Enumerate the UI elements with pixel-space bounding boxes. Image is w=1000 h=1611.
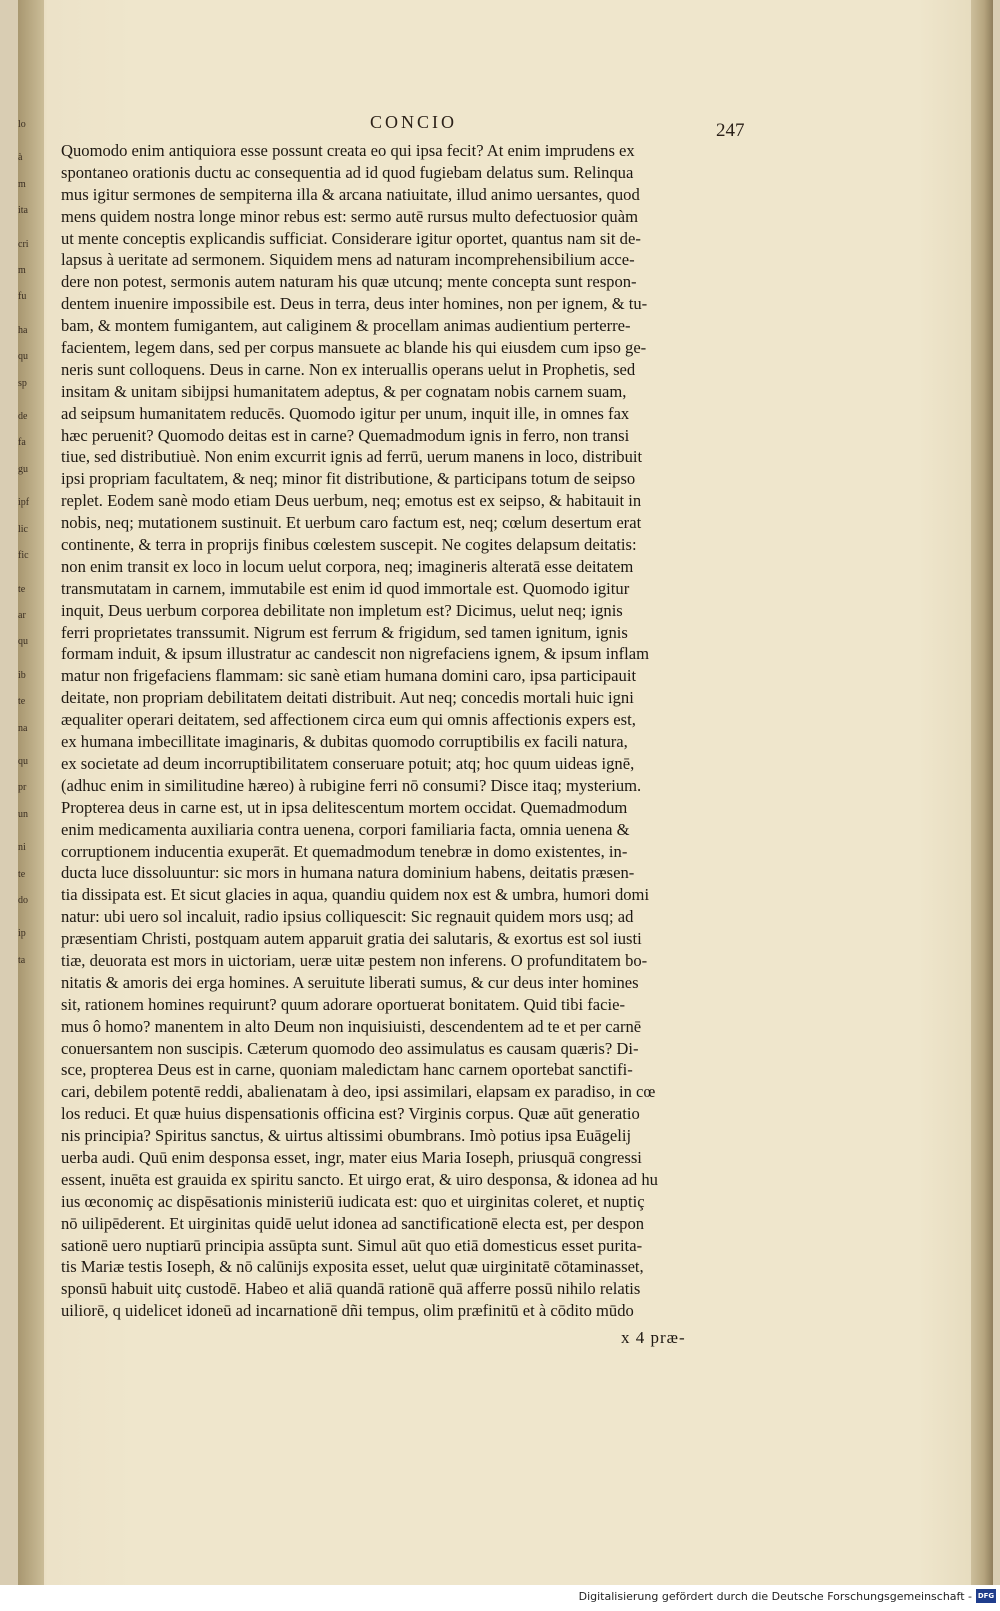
margin-fragment: à	[18, 152, 23, 164]
text-line: replet. Eodem sanè modo etiam Deus uerbum, neq; emotus est ex seipso, & habitauit in	[61, 491, 642, 511]
margin-fragment: ita	[18, 205, 28, 217]
page-edge	[971, 0, 993, 1585]
margin-fragment: ni	[18, 842, 26, 854]
text-line: deitate, non propriam debilitatem deitati distribuit. Aut neq; concedis mortali huic igni	[61, 688, 634, 708]
text-line: nobis, neq; mutationem sustinuit. Et uerbum caro factum est, neq; cœlum desertum erat	[61, 513, 642, 533]
text-line: tiue, sed distributiuè. Non enim excurrit ignis ad ferrū, uerum manens in loco, distribuit	[61, 447, 643, 467]
margin-fragment: qu	[18, 755, 28, 767]
text-line: sit, rationem homines requirunt? quum adorare oportuerat bonitatem. Quid tibi facie-	[61, 994, 626, 1014]
facing-page-fragments	[18, 118, 44, 980]
margin-fragment: ipf	[18, 497, 30, 509]
text-line: dere non potest, sermonis autem naturam his quæ utcunq; mente concepta sunt respon-	[61, 272, 637, 292]
margin-fragment: ip	[18, 928, 26, 940]
book-page	[18, 0, 993, 1585]
text-line: bam, & montem fumigantem, aut caliginem & procellam animas audientium perterre-	[61, 316, 631, 336]
text-line: sationē uero nuptiarū principia assūpta sunt. Simul aūt quo etiā domesticus esset purita-	[61, 1235, 643, 1255]
margin-fragment: ta	[18, 954, 26, 966]
margin-fragment: ha	[18, 324, 28, 336]
text-line: corruptionem inducentia exuperāt. Et quemadmodum tenebræ in domo existentes, in-	[61, 841, 628, 861]
text-line: continente, & terra in proprijs finibus cœlestem suscepit. Ne cogites delapsum deitatis:	[61, 535, 637, 555]
text-line: enim medicamenta auxiliaria contra uenena, corpori familiaria facta, omnia uenena &	[61, 819, 630, 839]
text-line: ut mente conceptis explicandis sufficiat. Considerare igitur oportet, quantus nam sit de-	[61, 228, 641, 248]
text-line: inquit, Deus uerbum corporea debilitate non impletum est? Dicimus, uelut neq; ignis	[61, 600, 623, 620]
margin-fragment: qu	[18, 351, 28, 363]
text-line: ex societate ad deum incorruptibilitatem conseruare potuit; atq; hoc quum uideas ignē,	[61, 753, 635, 773]
margin-fragment: cri	[18, 238, 29, 250]
text-line: essent, inuēta est grauida ex spiritu sancto. Et uirgo erat, & uiro desponsa, & idonea ad hu	[61, 1169, 658, 1189]
margin-fragment: te	[18, 868, 26, 880]
margin-fragment: sp	[18, 377, 27, 389]
margin-fragment: fa	[18, 437, 26, 449]
text-line: non enim transit ex loco in locum uelut corpora, neq; imagineris alteratā esse deitatem	[61, 556, 634, 576]
margin-fragment: fu	[18, 291, 27, 303]
text-line: lapsus à ueritate ad sermonem. Siquidem mens ad naturam incomprehensibilium acce-	[61, 250, 635, 270]
text-line: mus ô homo? manentem in alto Deum non inquisiuisti, descendentem ad te et per carnē	[61, 1016, 642, 1036]
margin-fragment: lo	[18, 119, 26, 130]
digitization-footer	[0, 1585, 1000, 1611]
margin-fragment: do	[18, 894, 28, 906]
text-line: nis principia? Spiritus sanctus, & uirtus altissimi obumbrans. Imò potius ipsa Euāgelij	[61, 1126, 632, 1146]
page-number: 247	[716, 120, 745, 141]
text-line: mens quidem nostra longe minor rebus est: sermo autē rursus multo defectuosior quàm	[61, 206, 638, 226]
funding-notice: Digitalisierung gefördert durch die Deutsche Forschungsgemeinschaft -	[578, 1590, 972, 1603]
text-line: nō uilipēderent. Et uirginitas quidē uelut idonea ad sanctificationē electa est, per despon	[61, 1213, 645, 1233]
margin-fragment: fic	[18, 550, 29, 562]
text-line: mus igitur sermones de sempiterna illa & arcana natiuitate, illud animo uersantes, quod	[61, 184, 640, 204]
text-line: æqualiter operari deitatem, sed affectionem circa eum qui omnis affectionis expers est,	[61, 710, 636, 730]
text-line: Quomodo enim antiquiora esse possunt creata eo qui ipsa fecit? At enim imprudens ex	[61, 141, 635, 160]
text-line: nitatis & amoris dei erga homines. A seruitute liberati sumus, & cur deus inter homines	[61, 972, 639, 992]
margin-fragment: lic	[18, 523, 28, 535]
text-line: formam induit, & ipsum illustratur ac candescit non nigrefaciens ignem, & ipsum inflam	[61, 644, 650, 664]
text-line: natur: ubi uero sol incaluit, radio ipsius colliquescit: Sic regnauit quidem mors usq; ad	[61, 907, 634, 927]
margin-fragment: ar	[18, 609, 26, 621]
text-line: los reduci. Et quæ huius dispensationis officina est? Virginis corpus. Quæ aūt generatio	[61, 1104, 640, 1124]
margin-fragment: qu	[18, 636, 28, 648]
text-line: Propterea deus in carne est, ut in ipsa delitescentum mortem occidat. Quemadmodum	[61, 797, 628, 817]
margin-fragment: un	[18, 808, 28, 820]
margin-fragment: ib	[18, 669, 26, 681]
text-line: cari, debilem potentē reddi, abalienatam à deo, ipsi assimilari, elapsam ex paradiso, in cœ	[61, 1082, 656, 1102]
text-line: neris sunt colloquens. Deus in carne. Non ex interuallis operans uelut in Prophetis, sed	[61, 359, 636, 379]
margin-fragment: te	[18, 696, 26, 708]
text-line: dentem inuenire impossibile est. Deus in terra, deus inter homines, non per ignem, & tu-	[61, 294, 648, 314]
text-line: tiæ, deuorata est mors in uictoriam, ueræ uitæ pestem non inferens. O profunditatem bo-	[61, 950, 648, 970]
dfg-logo: DFG	[976, 1589, 996, 1603]
text-line: præsentiam Christi, postquam autem apparuit gratia dei salutaris, & exortus est sol iusti	[61, 929, 642, 949]
text-line: ducta luce dissoluuntur: sic mors in humana natura dominium habens, deitatis præsen-	[61, 863, 635, 883]
margin-fragment: na	[18, 722, 28, 734]
text-line: transmutatam in carnem, immutabile est enim id quod immortale est. Quomodo igitur	[61, 578, 630, 598]
text-line: spontaneo orationis ductu ac consequentia ad id quod fugiebam delatus sum. Relinqua	[61, 162, 634, 182]
margin-fragment: te	[18, 583, 26, 595]
text-line: insitam & unitam sibijpsi humanitatem adeptus, & per cognatam nobis carnem suam,	[61, 381, 627, 401]
margin-fragment: m	[18, 178, 26, 190]
text-line: uerba audi. Quū enim desponsa esset, ingr, mater eius Maria Ioseph, priusquā congressi	[61, 1147, 642, 1167]
body-text	[61, 140, 751, 1322]
text-line: ex humana imbecillitate imaginaris, & dubitas quomodo corruptibilis ex facili natura,	[61, 732, 628, 752]
text-line: ius œconomiç ac dispēsationis ministeriū iudicata est: quo et uirginitas coleret, et nuptiç	[61, 1191, 645, 1211]
running-head: CONCIO	[370, 112, 458, 132]
text-line: ad seipsum humanitatem reducēs. Quomodo igitur per unum, inquit ille, in omnes fax	[61, 403, 630, 423]
margin-fragment: de	[18, 411, 28, 423]
text-line: tis Mariæ testis Ioseph, & nō calūnijs exposita esset, uelut quæ uirginitatē cōtaminasset,	[61, 1257, 644, 1277]
catchword: x 4 præ-	[621, 1328, 686, 1347]
text-line: sce, propterea Deus est in carne, quoniam maledictam hanc carnem oportebat sanctifi-	[61, 1060, 633, 1080]
text-line: facientem, legem dans, sed per corpus mansuete ac blande his qui eiusdem cum ipso ge-	[61, 338, 647, 358]
margin-fragment: gu	[18, 463, 28, 475]
margin-fragment: m	[18, 265, 26, 277]
text-line: uiliorē, q uidelicet idoneū ad incarnationē dñi tempus, olim præfinitū et à cōdito mūdo	[61, 1301, 634, 1321]
text-line: ferri proprietates transsumit. Nigrum est ferrum & frigidum, sed tamen ignitum, ignis	[61, 622, 628, 642]
text-line: (adhuc enim in similitudine hæreo) à rubigine ferri nō consumi? Disce itaq; mysterium.	[61, 775, 642, 795]
text-line: tia dissipata est. Et sicut glacies in aqua, quandiu quidem nox est & umbra, humori domi	[61, 885, 650, 905]
text-line: conuersantem non suscipis. Cæterum quomodo deo assimulatus es causam quæris? Di-	[61, 1038, 639, 1058]
text-line: matur non frigefaciens flammam: sic sanè etiam humana domini caro, ipsa participauit	[61, 666, 637, 686]
margin-fragment: pr	[18, 782, 27, 794]
text-line: hæc peruenit? Quomodo deitas est in carne? Quemadmodum ignis in ferro, non transi	[61, 425, 630, 445]
text-line: sponsū habuit uitç custodē. Habeo et aliā quandā rationē quā afferre possū nihilo relatis	[61, 1279, 641, 1299]
text-line: ipsi propriam facultatem, & neq; minor fit distributione, & participans totum de seipso	[61, 469, 636, 489]
